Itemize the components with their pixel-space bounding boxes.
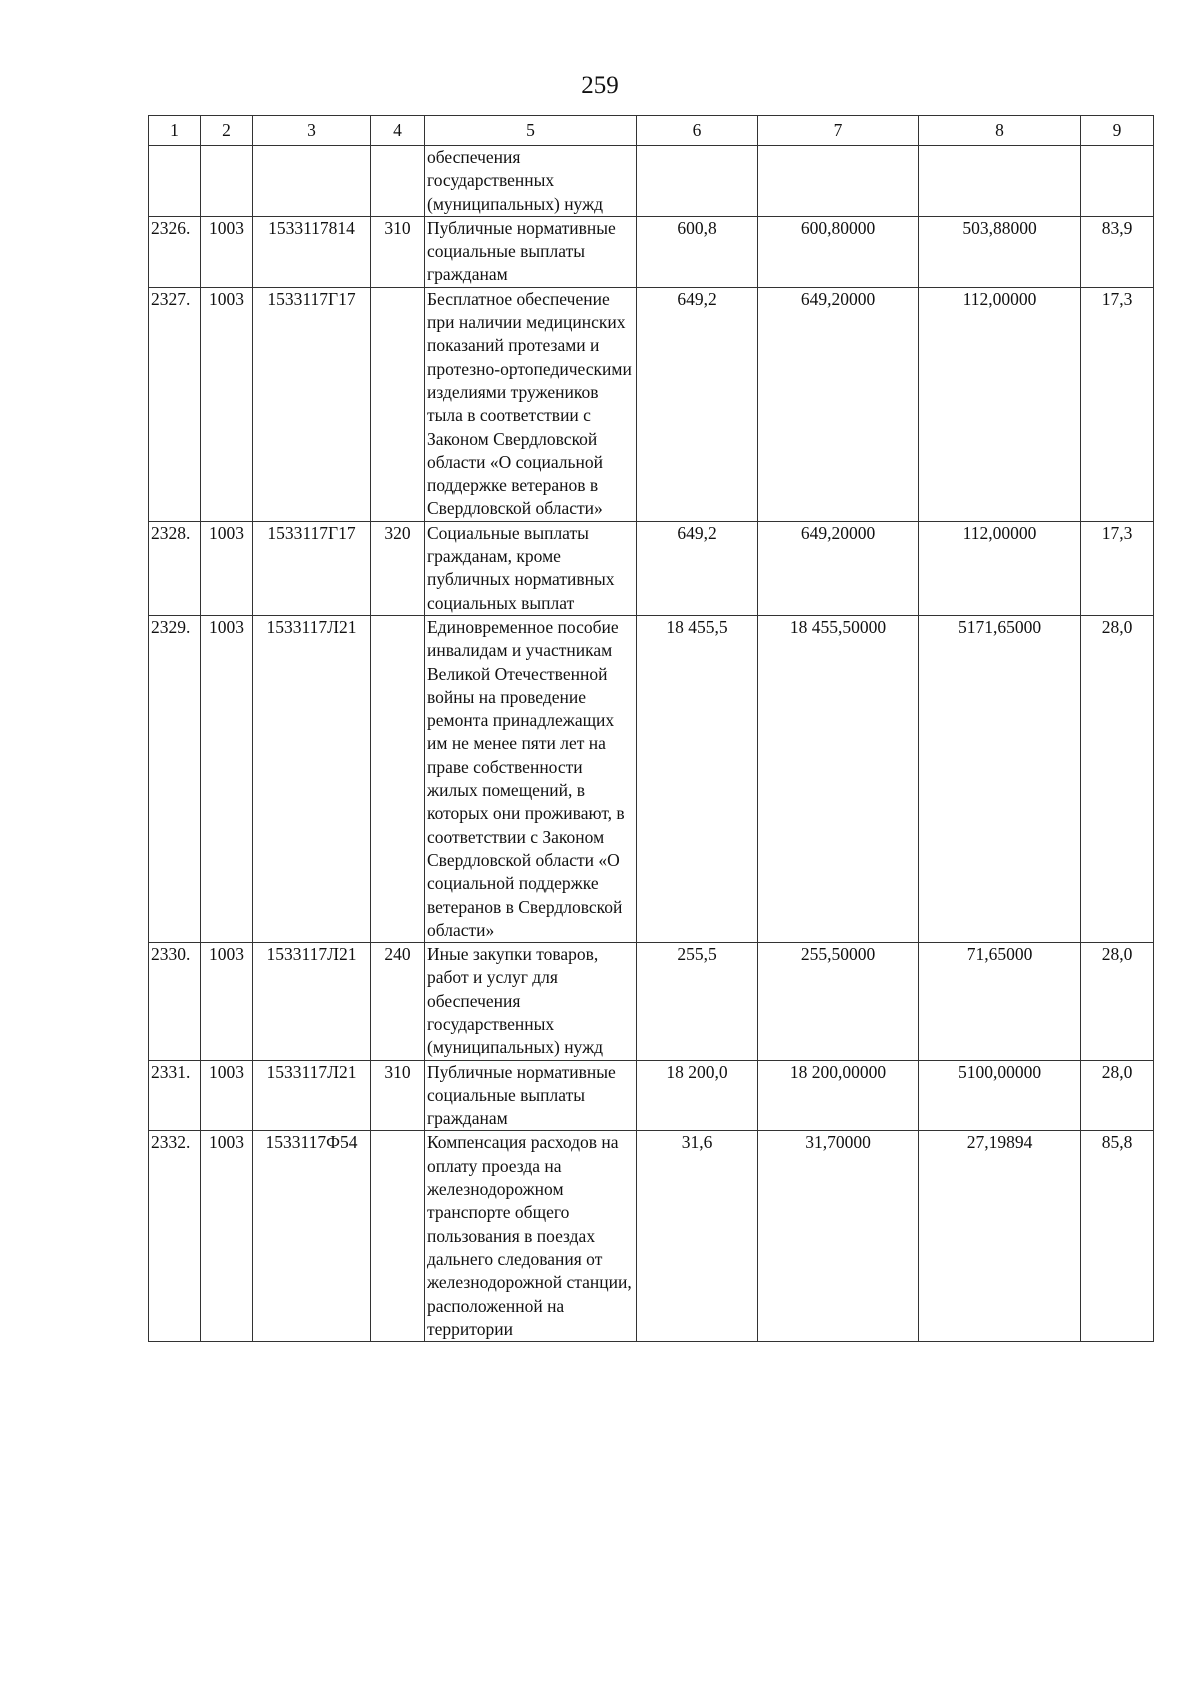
target-code: 1533117Г17 [253,287,371,521]
value-col-9: 83,9 [1081,216,1154,287]
col-header-4: 4 [371,116,425,146]
expense-type: 320 [371,521,425,615]
target-code: 1533117Л21 [253,943,371,1060]
row-number: 2330. [149,943,201,1060]
expense-type: 310 [371,1060,425,1131]
item-description: Социальные выплаты гражданам, кроме публичных нормативных социальных выплат [425,521,637,615]
table-row [149,943,1154,1060]
table-row [149,615,1154,942]
section-code: 1003 [201,615,253,942]
col-header-9: 9 [1081,116,1154,146]
value-col-7: 649,20000 [758,521,919,615]
table-row [149,287,1154,521]
table-row [149,1131,1154,1342]
value-col-6: 600,8 [637,216,758,287]
target-code: 1533117Ф54 [253,1131,371,1342]
value-col-6 [637,146,758,217]
value-col-9: 28,0 [1081,615,1154,942]
value-col-6: 649,2 [637,287,758,521]
value-col-7: 31,70000 [758,1131,919,1342]
value-col-6: 649,2 [637,521,758,615]
item-description: Публичные нормативные социальные выплаты гражданам [425,1060,637,1131]
expense-type [371,1131,425,1342]
value-col-9: 17,3 [1081,521,1154,615]
value-col-7: 600,80000 [758,216,919,287]
target-code [253,146,371,217]
expense-type [371,146,425,217]
table-row [149,146,1154,217]
row-number: 2326. [149,216,201,287]
section-code: 1003 [201,1060,253,1131]
col-header-3: 3 [253,116,371,146]
item-description: Публичные нормативные социальные выплаты гражданам [425,216,637,287]
value-col-7: 18 455,50000 [758,615,919,942]
value-col-9: 28,0 [1081,1060,1154,1131]
value-col-6: 18 455,5 [637,615,758,942]
col-header-5: 5 [425,116,637,146]
target-code: 1533117814 [253,216,371,287]
value-col-8: 112,00000 [919,287,1081,521]
table-row [149,1060,1154,1131]
item-description: Бесплатное обеспечение при наличии медицинских показаний протезами и протезно-ортопедическими изделиями тружеников тыла в соответствии с Законом Свердловской области «О социальной поддержке ветеранов в Свердловской области» [425,287,637,521]
section-code: 1003 [201,1131,253,1342]
value-col-9: 85,8 [1081,1131,1154,1342]
row-number [149,146,201,217]
value-col-8: 5100,00000 [919,1060,1081,1131]
row-number: 2332. [149,1131,201,1342]
value-col-8: 503,88000 [919,216,1081,287]
value-col-8: 5171,65000 [919,615,1081,942]
expense-type [371,615,425,942]
value-col-6: 255,5 [637,943,758,1060]
table-row [149,521,1154,615]
section-code: 1003 [201,287,253,521]
value-col-9: 28,0 [1081,943,1154,1060]
value-col-8: 27,19894 [919,1131,1081,1342]
value-col-9: 17,3 [1081,287,1154,521]
value-col-7: 649,20000 [758,287,919,521]
value-col-9 [1081,146,1154,217]
expense-type [371,287,425,521]
item-description: Компенсация расходов на оплату проезда на железнодорожном транспорте общего пользования в поездах дальнего следования от железнодорожной станции, расположенной на территории [425,1131,637,1342]
row-number: 2329. [149,615,201,942]
target-code: 1533117Л21 [253,1060,371,1131]
section-code: 1003 [201,943,253,1060]
value-col-8: 71,65000 [919,943,1081,1060]
col-header-1: 1 [149,116,201,146]
item-description: обеспечения государственных (муниципальных) нужд [425,146,637,217]
section-code: 1003 [201,521,253,615]
budget-table [148,115,1154,1342]
table-row [149,216,1154,287]
col-header-2: 2 [201,116,253,146]
item-description: Единовременное пособие инвалидам и участникам Великой Отечественной войны на проведение ремонта принадлежащих им не менее пяти лет на праве собственности жилых помещений, в которых они проживают, в соответствии с Законом Свердловской области «О социальной поддержке ветеранов в Свердловской области» [425,615,637,942]
value-col-6: 31,6 [637,1131,758,1342]
col-header-8: 8 [919,116,1081,146]
row-number: 2331. [149,1060,201,1131]
section-code: 1003 [201,216,253,287]
col-header-6: 6 [637,116,758,146]
value-col-6: 18 200,0 [637,1060,758,1131]
header-row [149,116,1154,146]
target-code: 1533117Л21 [253,615,371,942]
expense-type: 240 [371,943,425,1060]
row-number: 2328. [149,521,201,615]
value-col-8: 112,00000 [919,521,1081,615]
value-col-7: 18 200,00000 [758,1060,919,1131]
section-code [201,146,253,217]
value-col-7: 255,50000 [758,943,919,1060]
row-number: 2327. [149,287,201,521]
value-col-7 [758,146,919,217]
target-code: 1533117Г17 [253,521,371,615]
item-description: Иные закупки товаров, работ и услуг для обеспечения государственных (муниципальных) нужд [425,943,637,1060]
page-number: 259 [581,72,619,99]
col-header-7: 7 [758,116,919,146]
expense-type: 310 [371,216,425,287]
value-col-8 [919,146,1081,217]
